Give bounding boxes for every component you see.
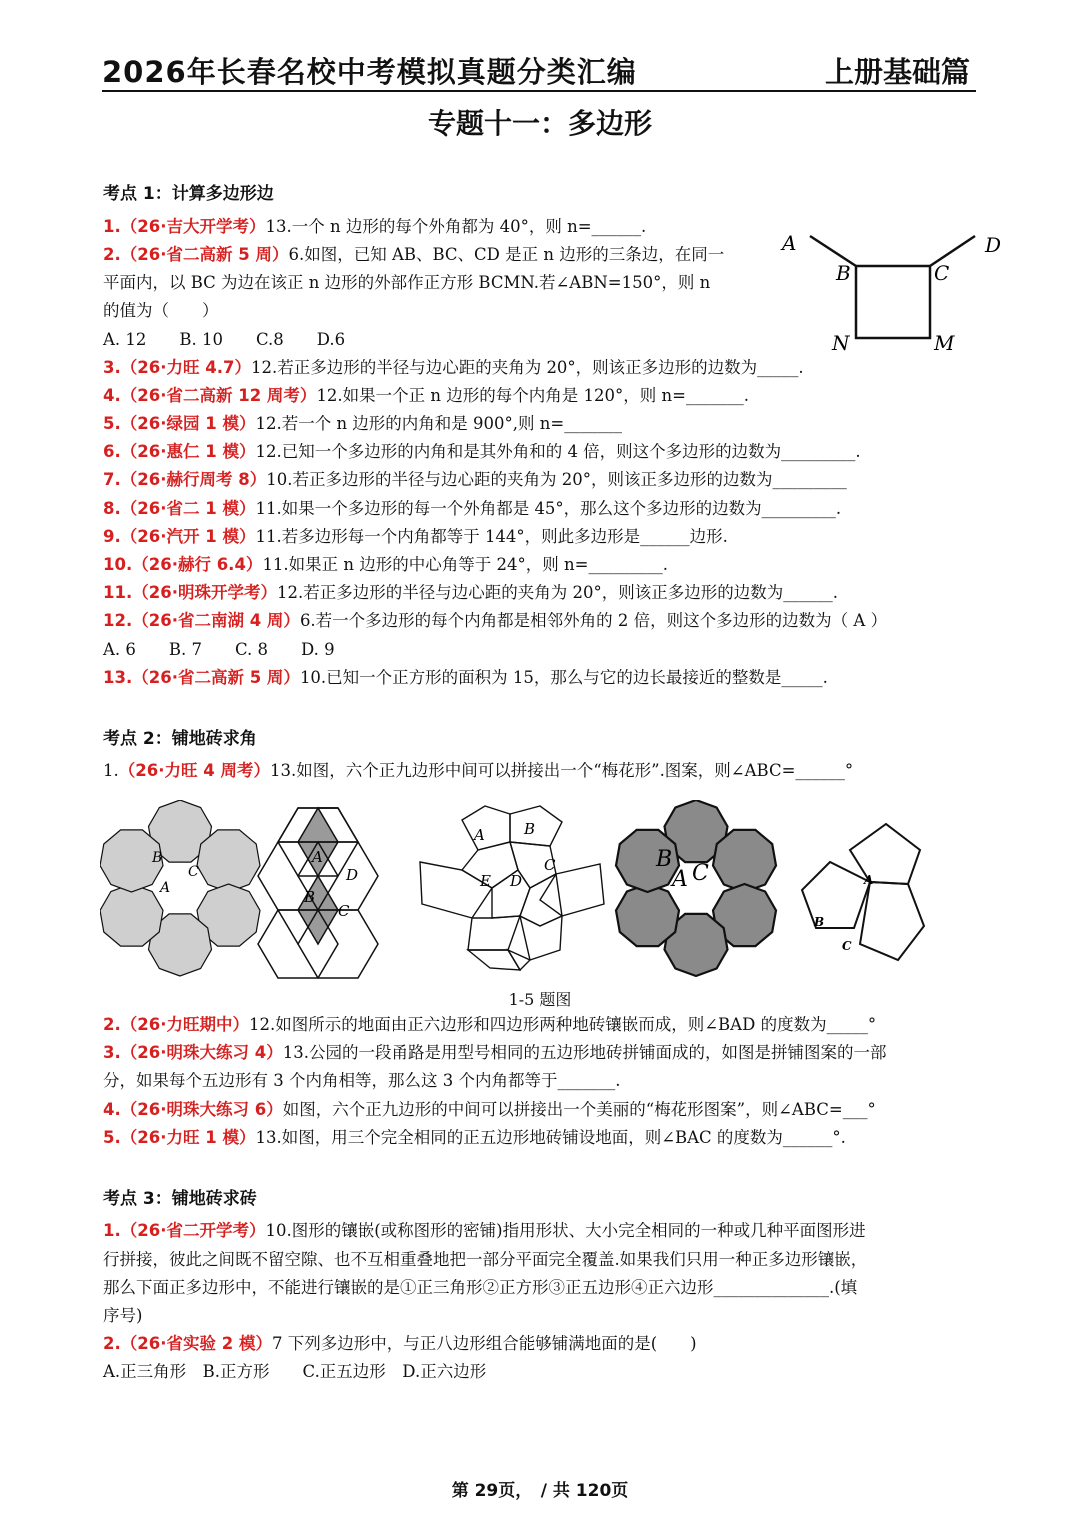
fig3-label-E: E: [480, 872, 491, 890]
page-footer: 第 29页， / 共 120页: [451, 1481, 629, 1501]
s1-line-8: [103, 414, 622, 434]
figure-nonagon-flower-light: [100, 800, 260, 976]
figure-three-pentagons: [802, 824, 924, 960]
source-tag: 4.（26·明珠大练习 6）: [103, 1100, 283, 1119]
s3-line-4: [103, 1306, 142, 1326]
s3-line-5: [103, 1334, 697, 1354]
source-tag: 8.（26·省二 1 模）: [103, 499, 256, 518]
options-text: A.正三角形 B.正方形 C.正五边形 D.正六边形: [103, 1362, 487, 1381]
options-text: A. 6 B. 7 C. 8 D. 9: [103, 640, 335, 659]
s1-line-13: [103, 555, 668, 575]
fig-label-C: C: [188, 864, 199, 880]
question-text: 12.如图所示的地面由正六边形和四边形两种地砖镶嵌而成，则∠BAD 的度数为_____°: [248, 1015, 877, 1034]
header-left-title: 2026年长春名校中考模拟真题分类汇编: [102, 55, 637, 89]
header-right-title: 上册基础篇: [824, 55, 970, 89]
s2-line-3: [103, 1043, 886, 1063]
source-tag: 11.（26·明珠开学考）: [103, 583, 277, 602]
question-text: 行拼接，彼此之间既不留空隙、也不互相重叠地把一部分平面完全覆盖.如果我们只用一种正多边形镶嵌，: [103, 1250, 868, 1269]
question-text: 12.已知一个多边形的内角和是其外角和的 4 倍，则这个多边形的边数为_________.: [255, 442, 861, 461]
question-text: 12.如果一个正 n 边形的每个内角是 120°，则 n=_______.: [316, 386, 749, 405]
question-text: 6.如图，已知 AB、BC、CD 是正 n 边形的三条边，在同一: [288, 245, 725, 264]
s1-line-15: [103, 611, 887, 631]
question-text: 13.公园的一段甬路是用型号相同的五边形地砖拼铺面成的，如图是拼铺图案的一部: [282, 1043, 887, 1062]
s1-line-12: [103, 527, 728, 547]
source-tag: 6.（26·惠仁 1 模）: [103, 442, 256, 461]
s3-line-3: [103, 1278, 857, 1298]
fig2-label-B: B: [304, 888, 316, 906]
s1-line-5: [103, 330, 345, 350]
figures-row: [100, 800, 980, 980]
s1-line-17: [103, 668, 828, 688]
fig5-label-C: C: [842, 939, 852, 953]
figure-pentagon-tiling: [420, 806, 604, 970]
question-text: 10.图形的镶嵌(或称图形的密铺)指用形状、大小完全相同的一种或几种平面图形进: [265, 1221, 866, 1240]
source-tag: 1.（26·吉大开学考）: [103, 217, 266, 236]
fig-label-A: A: [160, 880, 171, 896]
question-text: 7 下列多边形中，与正八边形组合能够铺满地面的是( ): [271, 1334, 697, 1353]
s1-line-6: [103, 358, 804, 378]
s1-line-14: [103, 583, 838, 603]
topic-title: 专题十一：多边形: [427, 107, 652, 140]
question-text: 12.若一个 n 边形的内角和是 900°,则 n=_______: [255, 414, 622, 433]
source-tag: 3.（26·力旺 4.7）: [103, 358, 251, 377]
source-tag: 10.（26·赫行 6.4）: [103, 555, 263, 574]
source-tag: 5.（26·绿园 1 模）: [103, 414, 256, 433]
question-text: 11.若多边形每一个内角都等于 144°，则此多边形是______边形.: [255, 527, 728, 546]
figures-caption: 1-5 题图: [508, 990, 572, 1009]
source-tag: 2.（26·力旺期中）: [103, 1015, 249, 1034]
s1-line-2: [103, 245, 724, 265]
s1-line-3: [103, 273, 710, 293]
s1-line-10: [103, 470, 847, 490]
fig-label-M: M: [934, 331, 955, 355]
question-text: 序号): [103, 1306, 143, 1325]
fig2-label-D: D: [346, 866, 359, 884]
question-text: 13.如图，六个正九边形中间可以拼接出一个“梅花形”.图案，则∠ABC=______°: [269, 761, 854, 780]
section2-heading: 考点 2：铺地砖求角: [103, 729, 257, 749]
fig-label-C: C: [934, 261, 950, 285]
header-rule: [102, 90, 976, 92]
question-text: 10.已知一个正方形的面积为 15，那么与它的边长最接近的整数是_____.: [299, 668, 828, 687]
fig-label-B: B: [836, 261, 851, 285]
fig3-label-C: C: [544, 856, 556, 874]
question-text: 分，如果每个五边形有 3 个内角相等，那么这 3 个内角都等于_______.: [103, 1071, 621, 1090]
question-text: 11.如果正 n 边形的中心角等于 24°，则 n=_________.: [262, 555, 668, 574]
fig-label-B: B: [656, 847, 673, 872]
s1-line-11: [103, 499, 841, 519]
item-number: 1.: [103, 761, 119, 780]
source-tag: 1.（26·省二开学考）: [103, 1221, 266, 1240]
question-text: 10.若正多边形的半径与边心距的夹角为 20°，则该正多边形的边数为_________: [266, 470, 847, 489]
fig-label-A: A: [672, 867, 688, 892]
question-text: 12.若正多边形的半径与边心距的夹角为 20°，则该正多边形的边数为______.: [276, 583, 838, 602]
source-tag: 13.（26·省二高新 5 周）: [103, 668, 300, 687]
question-text: 13.如图，用三个完全相同的正五边形地砖铺设地面，则∠BAC 的度数为______°.: [255, 1128, 846, 1147]
s1-line-16: [103, 640, 335, 660]
question-text: 的值为（ ）: [103, 301, 219, 320]
source-tag: 12.（26·省二南湖 4 周）: [103, 611, 300, 630]
nonagon-tile: [197, 830, 260, 892]
source-tag: 7.（26·赫行周考 8）: [103, 470, 267, 489]
question-text: 6.若一个多边形的每个内角都是相邻外角的 2 倍，则这个多边形的边数为（ A ）: [299, 611, 888, 630]
fig-label-N: N: [832, 331, 850, 355]
section3-heading: 考点 3：铺地砖求砖: [103, 1189, 257, 1209]
s2-line-1: [103, 761, 853, 781]
question-text: 11.如果一个多边形的每一个外角都是 45°，那么这个多边形的边数为_________.: [255, 499, 842, 518]
source-tag: 2.（26·省实验 2 模）: [103, 1334, 272, 1353]
source-tag: 3.（26·明珠大练习 4）: [103, 1043, 283, 1062]
s3-line-2: [103, 1250, 867, 1270]
fig-label-D: D: [985, 233, 1002, 257]
fig3-label-B: B: [524, 820, 536, 838]
source-tag: 4.（26·省二高新 12 周考）: [103, 386, 317, 405]
s1-line-9: [103, 442, 861, 462]
s1-line-7: [103, 386, 749, 406]
fig3-label-D: D: [510, 872, 523, 890]
s2-line-2: [103, 1015, 876, 1035]
options-text: A. 12 B. 10 C.8 D.6: [103, 330, 346, 349]
question-text: 那么下面正多边形中，不能进行镶嵌的是①正三角形②正方形③正五边形④正六边形______________.(填: [103, 1278, 858, 1297]
s2-line-4: [103, 1071, 620, 1091]
s2-line-5: [103, 1100, 876, 1120]
s3-line-6: [103, 1362, 486, 1382]
source-tag: （26·力旺 4 周考）: [118, 761, 270, 780]
source-tag: 5.（26·力旺 1 模）: [103, 1128, 256, 1147]
question-text: 如图，六个正九边形的中间可以拼接出一个美丽的“梅花形图案”，则∠ABC=___°: [282, 1100, 876, 1119]
fig2-label-A: A: [312, 848, 323, 866]
fig2-label-C: C: [338, 902, 350, 920]
s1-line-1: [103, 217, 646, 237]
fig3-label-A: A: [474, 826, 485, 844]
fig-label-B: B: [152, 850, 163, 866]
question-text: 12.若正多边形的半径与边心距的夹角为 20°，则该正多边形的边数为_____.: [250, 358, 804, 377]
fig5-label-A: A: [864, 873, 874, 887]
nonagon-tile: [713, 830, 776, 892]
nonagon-tile: [100, 884, 163, 946]
fig-label-C: C: [692, 861, 709, 886]
s3-line-1: [103, 1221, 866, 1241]
source-tag: 9.（26·汽开 1 模）: [103, 527, 256, 546]
figure-hexagon-tiling: [258, 808, 378, 978]
section1-heading: 考点 1：计算多边形边: [103, 184, 274, 204]
source-tag: 2.（26·省二高新 5 周）: [103, 245, 289, 264]
fig5-label-B: B: [814, 915, 825, 929]
question-text: 13.一个 n 边形的每个外角都为 40°，则 n=______.: [265, 217, 647, 236]
fig-label-A: A: [782, 231, 797, 255]
figure-square-bcmn: [770, 226, 1040, 356]
s1-line-4: [103, 301, 219, 321]
figure-nonagon-flower-dark: [616, 800, 776, 976]
nonagon-tile: [616, 884, 679, 946]
question-text: 平面内，以 BC 为边在该正 n 边形的外部作正方形 BCMN.若∠ABN=150°，则 n: [103, 273, 711, 292]
s2-line-6: [103, 1128, 846, 1148]
